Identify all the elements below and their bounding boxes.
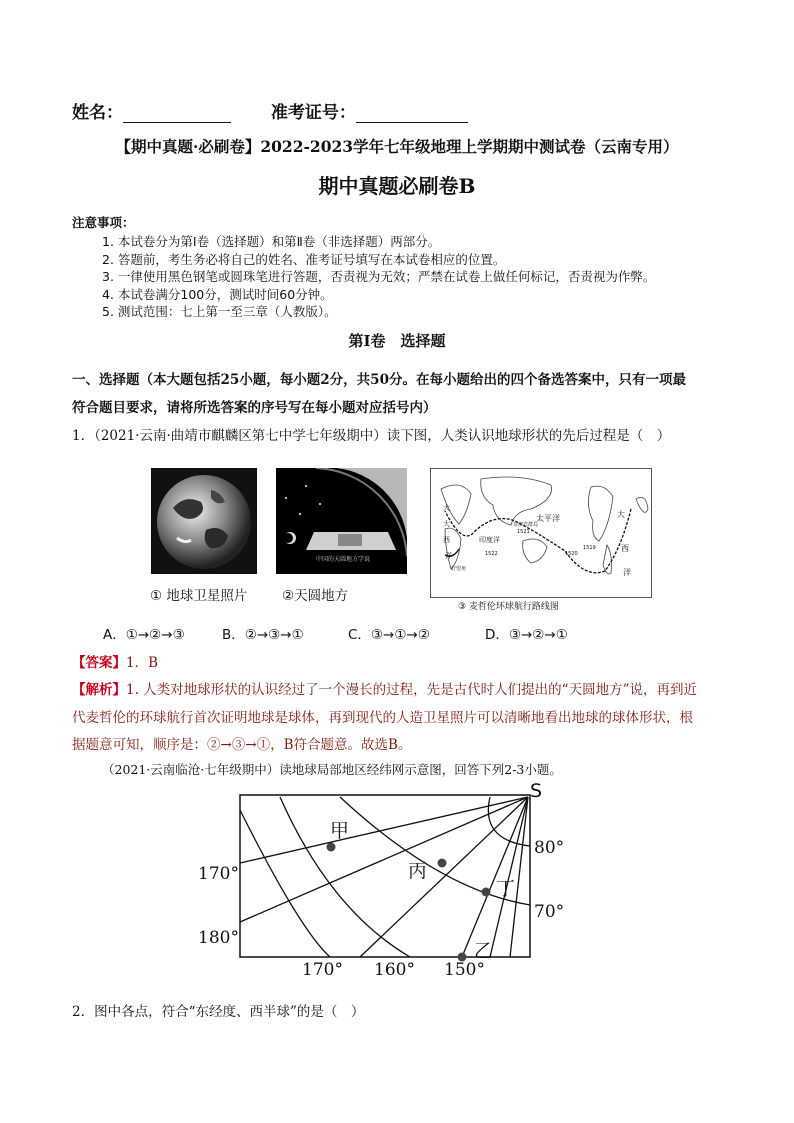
map-label: 1522 <box>485 551 498 557</box>
analysis-line-1: 【解析】1. 人类对地球形状的认识经过了一个漫长的过程，先是古代时人们提出的“天圆地方”说，再到近 <box>72 682 697 698</box>
tianyuan-caption-text: 中国的天圆地方学说 <box>316 556 371 563</box>
option-d: D．③→②→① <box>485 627 568 643</box>
section-instructions-1: 一、选择题（本大题包括25小题，每小题2分，共50分。在每小题给出的四个备选答案中，只有一项最 <box>72 372 686 388</box>
note-item: 2. 答题前，考生务必将自己的姓名、准考证号填写在本试卷相应的位置。 <box>102 251 506 267</box>
answer-line <box>72 651 158 671</box>
notes-list <box>102 233 655 321</box>
lon-label-bottom-160: 160° <box>374 960 415 980</box>
answer-label: 【答案】 <box>72 655 126 671</box>
option-a: A．①→②→③ <box>103 627 185 643</box>
map-label: 大 <box>443 504 450 512</box>
lon-label-bottom-150: 150° <box>444 960 485 980</box>
image-caption-2: ②天圆地方 <box>282 588 349 604</box>
map-label: 1519 <box>583 545 596 551</box>
note-item: 3. 一律使用黑色钢笔或圆珠笔进行答题，否责视为无效；严禁在试卷上做任何标记，否责视为作弊。 <box>102 269 656 284</box>
map-label: 菲律宾群岛 <box>513 522 539 528</box>
lat-label-80: 80° <box>534 838 565 858</box>
point-bing <box>438 859 447 868</box>
map-label: 洋 <box>445 552 452 560</box>
group-intro: （2021·云南临沧·七年级期中）读地球局部地区经纬网示意图，回答下列2-3小题。 <box>102 762 562 777</box>
section-instructions-2: 符合题目要求，请将所选答案的序号写在每小题对应括号内） <box>72 400 437 416</box>
q1-stem: 1．（2021·云南·曲靖市麒麟区第七中学七年级期中）读下图，人类认识地球形状的先后过程是（ ） <box>72 428 671 444</box>
notes-heading: 注意事项： <box>72 215 135 230</box>
note-item: 1. 本试卷分为第Ⅰ卷（选择题）和第Ⅱ卷（非选择题）两部分。 <box>102 234 441 249</box>
tianyuan-difang-image <box>276 468 407 574</box>
analysis-line-3: 据题意可知，顺序是：②→③→①，B符合题意。故选B。 <box>72 737 412 753</box>
map-label: 太平洋 <box>536 514 560 523</box>
lon-label-left-170: 170° <box>198 864 239 884</box>
note-item: 5. 测试范围：七上第一至三章（人教版）。 <box>102 304 337 319</box>
label-ding: 丁 <box>496 878 516 900</box>
pole-label: S <box>530 780 543 802</box>
map-label: 大 <box>443 520 450 528</box>
analysis-label: 【解析】 <box>72 682 126 698</box>
option-c: C．③→①→② <box>348 627 430 643</box>
label-jia: 甲 <box>330 820 350 842</box>
name-blank <box>123 104 231 123</box>
section-title: 第Ⅰ卷 选择题 <box>348 332 446 350</box>
point-ding <box>482 888 491 897</box>
map-label: 1520 <box>565 551 578 557</box>
id-label: 准考证号： <box>270 103 356 123</box>
name-field <box>72 98 468 123</box>
note-item: 4. 本试卷满分100分，测试时间60分钟。 <box>102 286 333 302</box>
label-yi: 乙 <box>474 940 494 962</box>
lon-label-left-180: 180° <box>198 928 239 948</box>
earth-satellite-photo <box>151 468 257 574</box>
map-label: 西 <box>443 536 450 544</box>
map-label: 大 <box>617 510 625 519</box>
image-caption-3: ③ 麦哲伦环球航行路线图 <box>458 602 559 612</box>
map-label: 印度洋 <box>479 536 500 544</box>
map-label: 1521 <box>517 529 530 535</box>
exam-title-line: 【期中真题·必刷卷】2022-2023学年七年级地理上学期期中测试卷（云南专用） <box>115 137 679 156</box>
map-label: 好望角 <box>451 566 467 572</box>
lon-label-bottom-170: 170° <box>302 960 343 980</box>
magellan-route-map <box>430 468 652 598</box>
image-caption-1: ① 地球卫星照片 <box>150 588 248 604</box>
lat-label-70: 70° <box>534 902 565 922</box>
map-label: 西 <box>621 544 629 553</box>
name-label: 姓名： <box>72 103 123 123</box>
label-bing: 丙 <box>408 860 428 882</box>
id-blank <box>356 104 468 123</box>
answer-value: 1．B <box>126 655 159 671</box>
q2-stem: 2．图中各点，符合“东经度、西半球”的是（ ） <box>72 1004 365 1020</box>
graticule-diagram <box>180 780 565 980</box>
main-title: 期中真题必刷卷B <box>318 174 476 198</box>
point-jia <box>327 843 336 852</box>
map-label: 洋 <box>623 568 631 577</box>
option-b: B．②→③→① <box>222 627 304 643</box>
analysis-line-2: 代麦哲伦的环球航行首次证明地球是球体，再到现代的人造卫星照片可以清晰地看出地球的球体形状，根 <box>72 710 693 726</box>
